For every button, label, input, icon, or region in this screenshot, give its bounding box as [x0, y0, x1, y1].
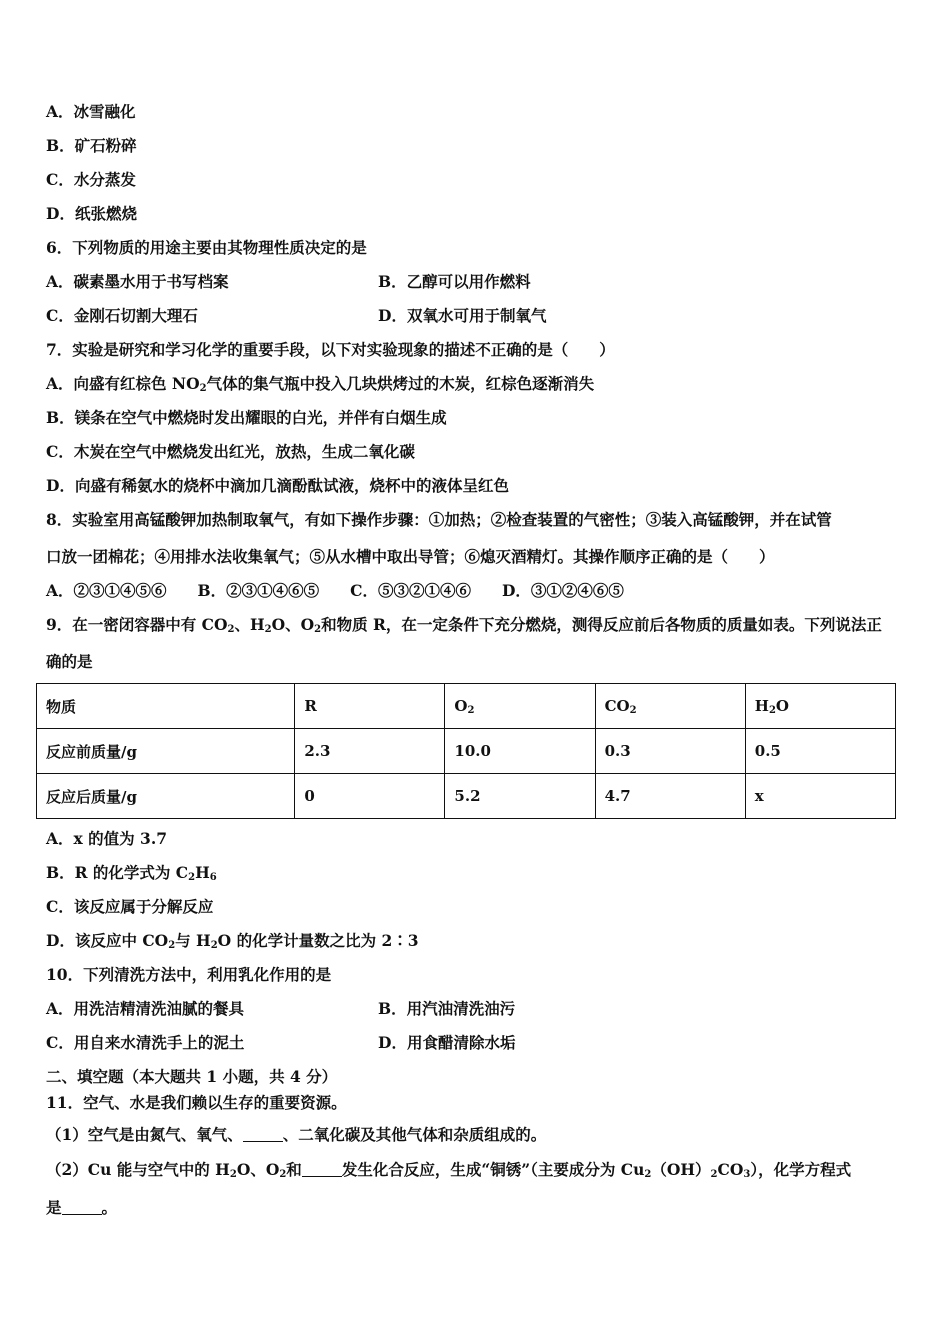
- q6-option-d: D．双氧水可用于制氧气: [378, 306, 547, 325]
- q5-option-b: B．矿石粉碎: [46, 136, 137, 155]
- q11-part-1: （1）空气是由氮气、氧气、 、二氧化碳及其他气体和杂质组成的。: [46, 1125, 547, 1144]
- q6-stem: 6．下列物质的用途主要由其物理性质决定的是: [46, 238, 367, 257]
- table-cell: 0: [295, 774, 445, 819]
- q10-stem: 10．下列清洗方法中，利用乳化作用的是: [46, 965, 332, 984]
- table-row: [37, 774, 896, 819]
- header-co2: CO2: [595, 684, 745, 729]
- q5-option-a: A．冰雪融化: [46, 102, 136, 121]
- table-cell: 0.3: [595, 729, 745, 774]
- table-cell: 5.2: [445, 774, 595, 819]
- q6-option-c: C．金刚石切割大理石: [46, 306, 198, 325]
- q11-stem: 11．空气、水是我们赖以生存的重要资源。: [46, 1093, 347, 1112]
- answer-blank[interactable]: [302, 1162, 342, 1177]
- q7-option-d: D．向盛有稀氨水的烧杯中滴加几滴酚酞试液，烧杯中的液体呈红色: [46, 476, 509, 495]
- table-cell: 4.7: [595, 774, 745, 819]
- q9-option-c: C．该反应属于分解反应: [46, 897, 214, 916]
- q9-option-a: A．x 的值为 3.7: [46, 829, 168, 848]
- header-substance: 物质: [37, 684, 295, 729]
- q11-part-2: （2）Cu 能与空气中的 H2O、O2和 发生化合反应，生成“铜锈”（主要成分为 Cu2（OH）2CO3），化学方程式: [46, 1160, 852, 1180]
- q9-option-b: B．R 的化学式为 C2H6: [46, 863, 217, 883]
- row-label: 反应前质量/g: [37, 729, 295, 774]
- q9-stem-line1: 9．在一密闭容器中有 CO2、H2O、O2和物质 R，在一定条件下充分燃烧，测得反应前后各物质的质量如表。下列说法正: [46, 615, 882, 635]
- table-cell: 10.0: [445, 729, 595, 774]
- table-header-row: [37, 684, 896, 729]
- table-cell: 2.3: [295, 729, 445, 774]
- q5-option-d: D．纸张燃烧: [46, 204, 137, 223]
- q11-part-2-continued: 是 。: [46, 1198, 118, 1217]
- q8-stem-line2: 口放一团棉花；④用排水法收集氧气；⑤从水槽中取出导管；⑥熄灭酒精灯。其操作顺序正确的是（ ）: [46, 547, 775, 566]
- q8-stem-line1: 8．实验室用高锰酸钾加热制取氧气，有如下操作步骤：①加热；②检查装置的气密性；③装入高锰酸钾，并在试管: [46, 510, 832, 529]
- q9-option-d: D．该反应中 CO2与 H2O 的化学计量数之比为 2∶3: [46, 931, 419, 951]
- q7-option-b: B．镁条在空气中燃烧时发出耀眼的白光，并伴有白烟生成: [46, 408, 447, 427]
- q7-option-a: A．向盛有红棕色 NO2气体的集气瓶中投入几块烘烤过的木炭，红棕色逐渐消失: [46, 374, 595, 394]
- header-h2o: H2O: [745, 684, 895, 729]
- table-cell: x: [745, 774, 895, 819]
- q7-option-c: C．木炭在空气中燃烧发出红光，放热，生成二氧化碳: [46, 442, 415, 461]
- table-cell: 0.5: [745, 729, 895, 774]
- header-o2: O2: [445, 684, 595, 729]
- q6-option-b: B．乙醇可以用作燃料: [378, 272, 531, 291]
- q8-options: A．②③①④⑤⑥ B．②③①④⑥⑤ C．⑤③②①④⑥ D．③①②④⑥⑤: [46, 581, 624, 600]
- mass-table: [36, 683, 896, 819]
- header-r: R: [295, 684, 445, 729]
- table-row: [37, 729, 896, 774]
- q10-option-b: B．用汽油清洗油污: [378, 999, 516, 1018]
- q7-stem: 7．实验是研究和学习化学的重要手段，以下对实验现象的描述不正确的是（ ）: [46, 340, 615, 359]
- q10-option-c: C．用自来水清洗手上的泥土: [46, 1033, 245, 1052]
- q5-option-c: C．水分蒸发: [46, 170, 136, 189]
- row-label: 反应后质量/g: [37, 774, 295, 819]
- q9-stem-line2: 确的是: [46, 652, 93, 671]
- q6-option-a: A．碳素墨水用于书写档案: [46, 272, 229, 291]
- answer-blank[interactable]: [62, 1200, 102, 1215]
- section-heading-fill-in: 二、填空题（本大题共 1 小题，共 4 分）: [46, 1067, 338, 1086]
- answer-blank[interactable]: [243, 1127, 283, 1142]
- q10-option-d: D．用食醋清除水垢: [378, 1033, 516, 1052]
- q10-option-a: A．用洗洁精清洗油腻的餐具: [46, 999, 245, 1018]
